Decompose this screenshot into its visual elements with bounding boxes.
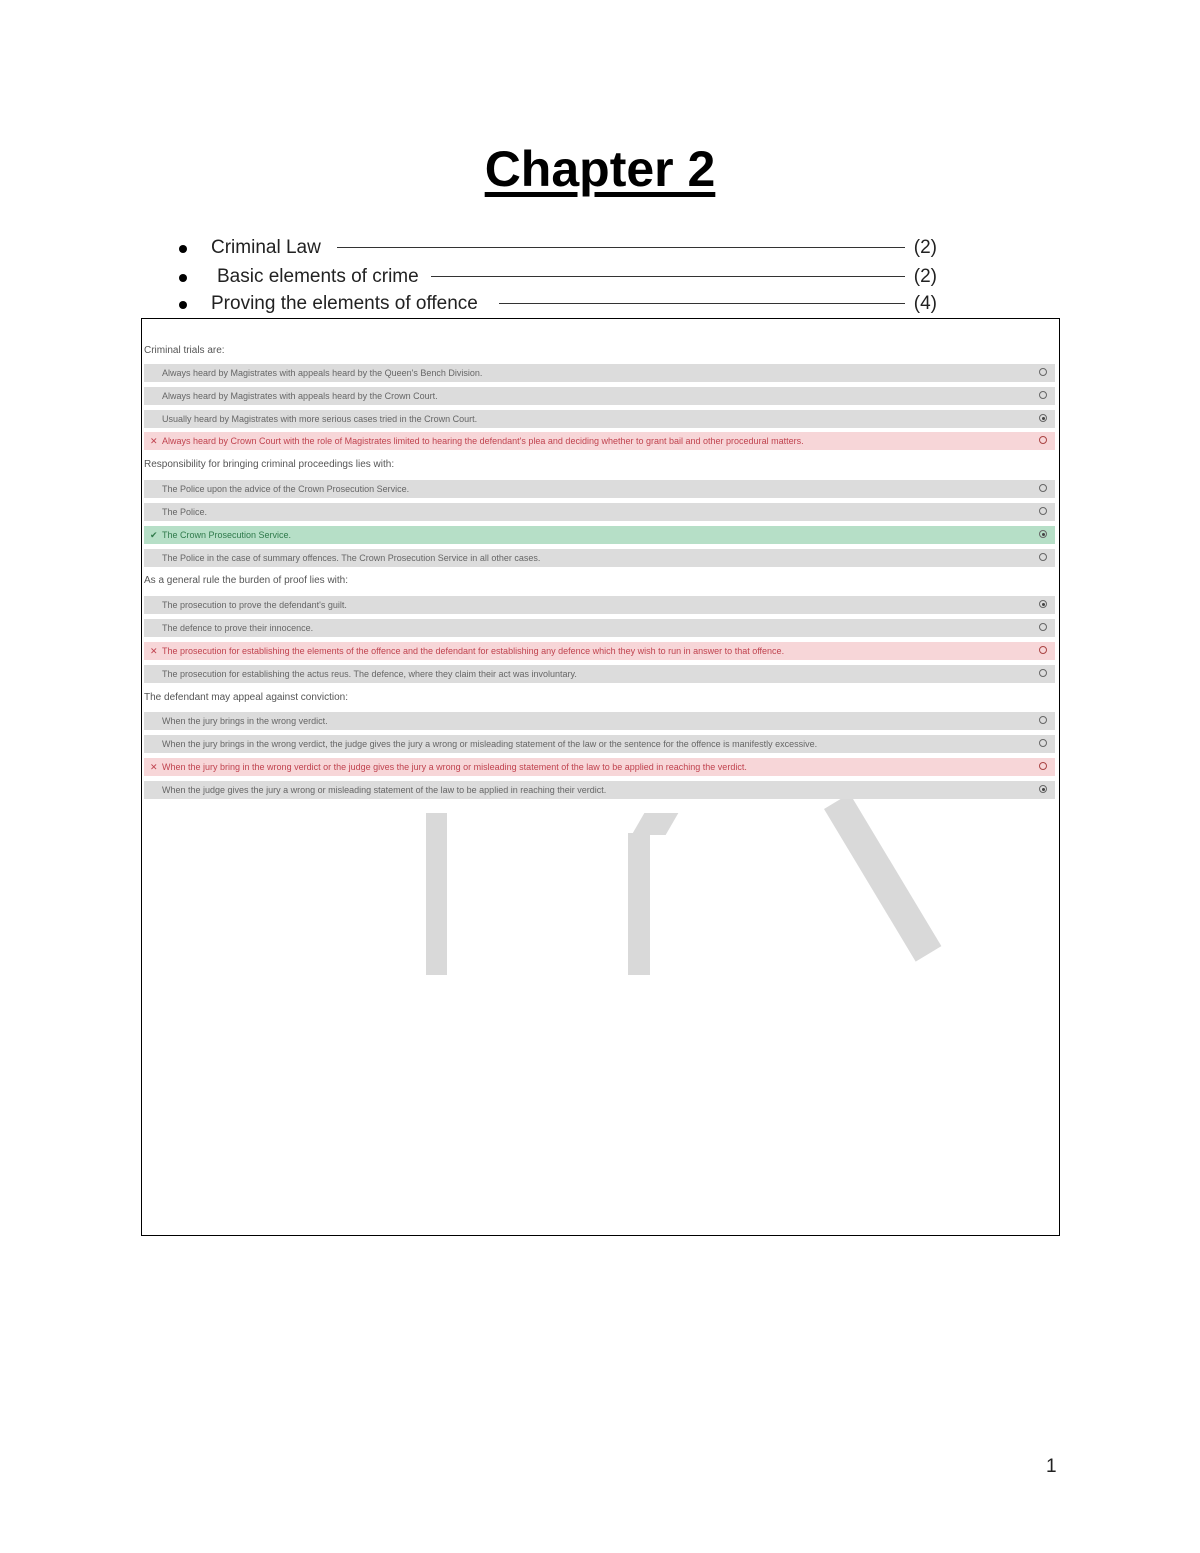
answer-option-correct[interactable] [144, 526, 1055, 544]
toc-item [175, 265, 945, 292]
radio-button[interactable] [1039, 646, 1047, 654]
answer-text: The Police. [162, 507, 208, 517]
answer-text: When the judge gives the jury a wrong or misleading statement of the law to be applied in reaching their verdict. [162, 785, 607, 795]
answer-option-wrong[interactable] [144, 642, 1055, 660]
toc-item-page: (2) [913, 237, 937, 258]
radio-button[interactable] [1039, 762, 1047, 770]
radio-button[interactable] [1039, 484, 1047, 492]
answer-option[interactable] [144, 480, 1055, 498]
watermark-shape [426, 813, 447, 975]
answer-text: When the jury brings in the wrong verdict. [162, 716, 328, 726]
toc-item-label: Basic elements of crime [217, 266, 419, 287]
cross-icon: ✕ [150, 436, 158, 446]
cross-icon: ✕ [150, 762, 158, 772]
radio-button[interactable] [1039, 785, 1047, 793]
answer-text: The defence to prove their innocence. [162, 623, 314, 633]
answer-option[interactable] [144, 735, 1055, 753]
answer-text: Always heard by Crown Court with the role of Magistrates limited to hearing the defendant's plea and deciding whether to grant bail and other procedural matters. [162, 436, 804, 446]
question-label: As a general rule the burden of proof lies with: [144, 575, 349, 586]
question-label: Responsibility for bringing criminal proceedings lies with: [144, 459, 395, 470]
radio-button[interactable] [1039, 553, 1047, 561]
page-title: Chapter 2 [484, 141, 716, 197]
answer-text: The Police upon the advice of the Crown Prosecution Service. [162, 484, 410, 494]
answer-option-wrong[interactable] [144, 758, 1055, 776]
toc-leader [337, 247, 905, 248]
question-label: The defendant may appeal against conviction: [144, 692, 349, 703]
toc-item-page: (4) [913, 293, 937, 314]
answer-text: Always heard by Magistrates with appeals heard by the Queen's Bench Division. [162, 368, 483, 378]
answer-text: The prosecution for establishing the elements of the offence and the defendant for establishing any defence which they wish to run in answer to that offence. [162, 646, 785, 656]
toc-leader [499, 303, 905, 304]
answer-option[interactable] [144, 619, 1055, 637]
answer-text: The Police in the case of summary offences. The Crown Prosecution Service in all other cases. [162, 553, 541, 563]
answer-option[interactable] [144, 503, 1055, 521]
answer-text: Always heard by Magistrates with appeals heard by the Crown Court. [162, 391, 438, 401]
radio-button[interactable] [1039, 414, 1047, 422]
radio-button[interactable] [1039, 739, 1047, 747]
answer-option[interactable] [144, 712, 1055, 730]
toc-leader [431, 276, 905, 277]
answer-option[interactable] [144, 596, 1055, 614]
answer-option-wrong[interactable] [144, 432, 1055, 450]
answer-option[interactable] [144, 387, 1055, 405]
toc-item-label: Proving the elements of offence [211, 293, 478, 314]
toc-item [175, 236, 945, 265]
toc-item-page: (2) [913, 266, 937, 287]
radio-button[interactable] [1039, 530, 1047, 538]
radio-button[interactable] [1039, 623, 1047, 631]
radio-button[interactable] [1039, 669, 1047, 677]
radio-button[interactable] [1039, 600, 1047, 608]
answer-option[interactable] [144, 549, 1055, 567]
answer-option[interactable] [144, 410, 1055, 428]
answer-text: When the jury bring in the wrong verdict or the judge gives the jury a wrong or misleading statement of the law to be applied in reaching the verdict. [162, 762, 747, 772]
answer-text: The prosecution to prove the defendant's guilt. [162, 600, 347, 610]
watermark-shape [632, 813, 679, 835]
radio-button[interactable] [1039, 716, 1047, 724]
checkmark-icon: ✔ [150, 530, 158, 540]
watermark-shape [628, 833, 650, 975]
toc-item-label: Criminal Law [211, 237, 321, 258]
page-number: 1 [1046, 1456, 1057, 1477]
answer-text: The prosecution for establishing the actus reus. The defence, where they claim their act was involuntary. [162, 669, 577, 679]
radio-button[interactable] [1039, 436, 1047, 444]
radio-button[interactable] [1039, 368, 1047, 376]
watermark-shape [824, 794, 941, 962]
cross-icon: ✕ [150, 646, 158, 656]
radio-button[interactable] [1039, 391, 1047, 399]
answer-text: The Crown Prosecution Service. [162, 530, 292, 540]
radio-button[interactable] [1039, 507, 1047, 515]
answer-option[interactable] [144, 665, 1055, 683]
answer-option[interactable] [144, 364, 1055, 382]
answer-option[interactable] [144, 781, 1055, 799]
answer-text: When the jury brings in the wrong verdict, the judge gives the jury a wrong or misleading statement of the law or the sentence for the offence is manifestly excessive. [162, 739, 818, 749]
question-label: Criminal trials are: [144, 345, 225, 356]
quiz-screenshot [141, 318, 1060, 1236]
answer-text: Usually heard by Magistrates with more serious cases tried in the Crown Court. [162, 414, 478, 424]
toc-item [175, 292, 945, 317]
